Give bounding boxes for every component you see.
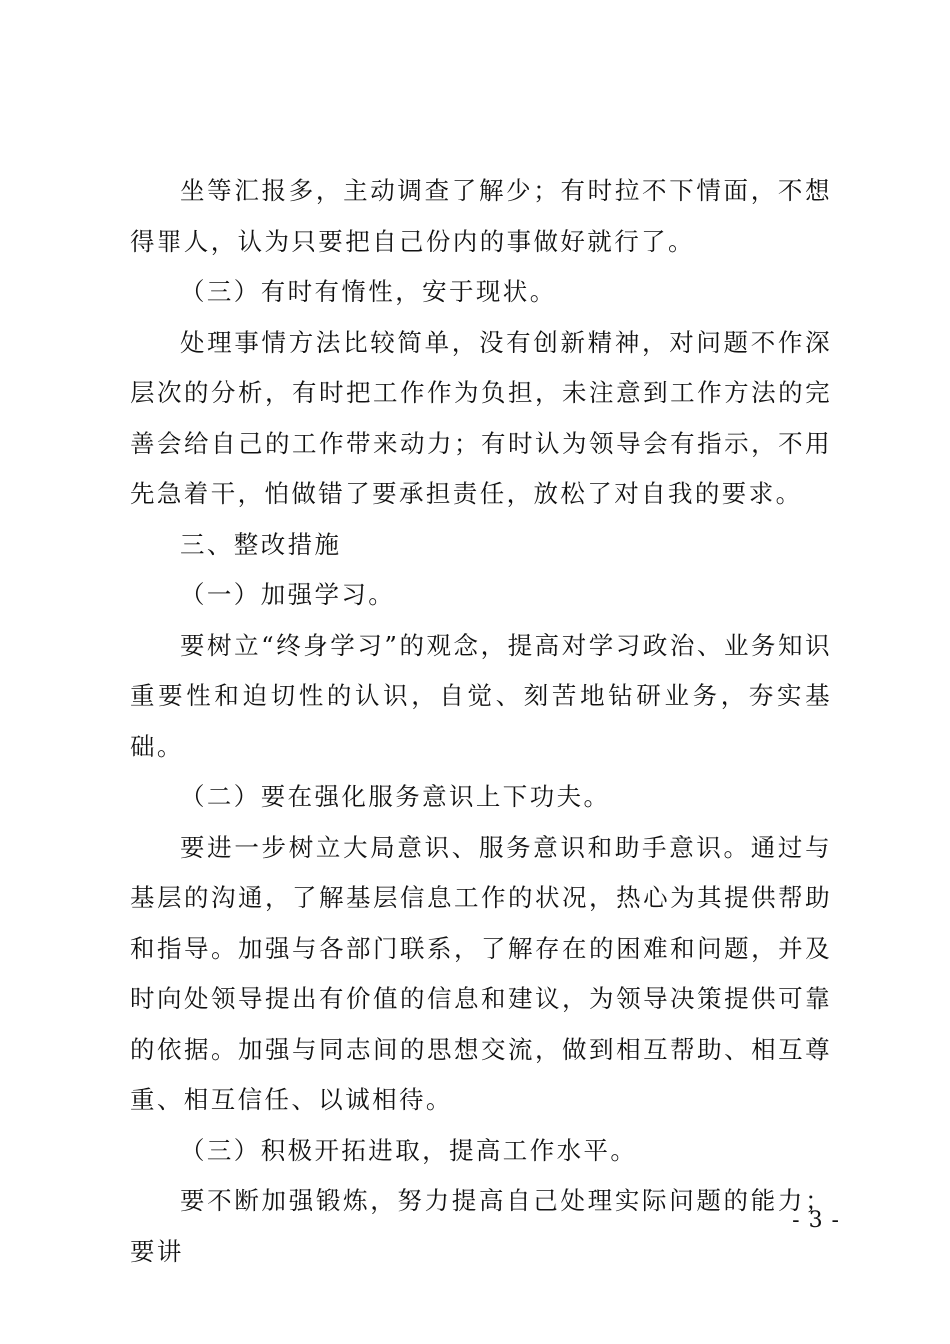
page-number: - 3 - xyxy=(792,1208,840,1233)
paragraph-continuation: 坐等汇报多，主动调查了解少；有时拉不下情面，不想得罪人，认为只要把自己份内的事做好就行了。 xyxy=(130,176,832,256)
paragraph-service-detail: 要进一步树立大局意识、服务意识和助手意识。通过与基层的沟通，了解基层信息工作的状况，热心为其提供帮助和指导。加强与各部门联系，了解存在的困难和问题，并及时向处领导提出有价值的信息和建议，为领导决策提供可靠的依据。加强与同志间的思想交流，做到相互帮助、相互尊重、相互信任、以诚相待。 xyxy=(130,832,832,1114)
paragraph-study-detail: 要树立“终身学习”的观念，提高对学习政治、业务知识重要性和迫切性的认识，自觉、刻苦地钻研业务，夯实基础。 xyxy=(130,630,832,761)
paragraph-inertia-detail: 处理事情方法比较简单，没有创新精神，对问题不作深层次的分析，有时把工作作为负担，未注意到工作方法的完善会给自己的工作带来动力；有时认为领导会有指示，不用先急着干，怕做错了要承担责任，放松了对自我的要求。 xyxy=(130,327,832,508)
section-heading-rectification: 三、整改措施 xyxy=(180,529,342,559)
document-body xyxy=(130,166,832,1277)
subheading-one-study: （一）加强学习。 xyxy=(180,580,396,609)
subheading-three-enterprise: （三）积极开拓进取，提高工作水平。 xyxy=(180,1135,638,1165)
subheading-two-service: （二）要在强化服务意识上下功夫。 xyxy=(180,782,611,811)
subheading-three-inertia: （三）有时有惰性，安于现状。 xyxy=(180,277,557,306)
paragraph-enterprise-detail: 要不断加强锻炼，努力提高自己处理实际问题的能力；要讲 xyxy=(130,1186,832,1266)
